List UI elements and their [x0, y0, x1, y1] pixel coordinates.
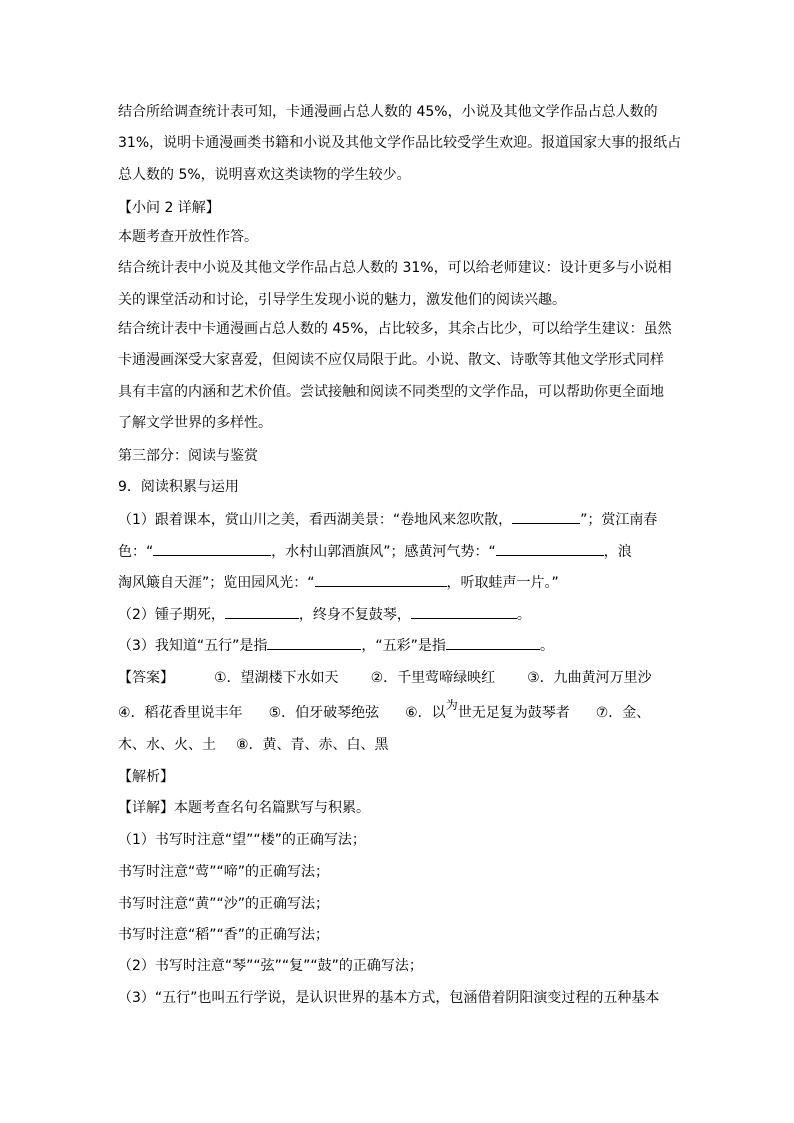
paragraph-line: 书写时注意“稻”“香”的正确写法；	[118, 927, 330, 943]
answer-blank	[153, 542, 271, 556]
question-line	[118, 542, 632, 560]
answer-item: ④．稻花香里说丰年	[118, 705, 243, 721]
paragraph-line: （3）“五行”也叫五行学说，是认识世界的基本方式，包涵借着阴阳演变过程的五种基本	[118, 990, 660, 1006]
answer-item: ⑦．金、	[595, 705, 651, 721]
paragraph-line: 【详解】本题考查名句名篇默写与积累。	[118, 800, 370, 816]
paragraph-line: 结合统计表中小说及其他文学作品占总人数的 31%，可以给老师建议：设计更多与小说相	[118, 260, 672, 276]
superscript-char: 为	[445, 698, 458, 712]
text: 。	[539, 638, 554, 654]
part-heading: 第三部分：阅读与鉴赏	[118, 448, 258, 464]
answer-blank	[512, 510, 580, 524]
answer-item: ③．九曲黄河万里沙	[527, 670, 652, 686]
text: ，听取蛙声一片。”	[446, 575, 559, 591]
text: ”；赏江南春	[580, 512, 658, 528]
paragraph-line: 结合所给调查统计表可知，卡通漫画占总人数的 45%，小说及其他文学作品占总人数的	[118, 104, 658, 120]
answer-blank	[267, 636, 361, 650]
paragraph-line: 关的课堂活动和讨论，引导学生发现小说的魅力，激发他们的阅读兴趣。	[118, 292, 566, 308]
question-line	[118, 636, 554, 654]
answer-blank	[315, 573, 447, 587]
text: ，水村山郭酒旗风”；感黄河气势：“	[271, 544, 496, 560]
paragraph-line: 具有丰富的内涵和艺术价值。尝试接触和阅读不同类型的文学作品，可以帮助你更全面地	[118, 384, 664, 400]
answer-item: ⑥．以	[405, 705, 446, 721]
paragraph-line: （2）书写时注意“琴”“弦”“复”“鼓”的正确写法；	[118, 958, 423, 974]
answer-label: 【答案】	[118, 670, 174, 686]
answer-item: ①．望湖楼下水如天	[214, 670, 339, 686]
text: 色：“	[118, 544, 154, 560]
answer-line	[118, 698, 651, 722]
section-heading: 【解析】	[118, 769, 174, 785]
text: ，“五彩”是指	[361, 638, 446, 654]
paragraph-line: 本题考查开放性作答。	[118, 229, 258, 245]
paragraph-line: 31%，说明卡通漫画类书籍和小说及其他文学作品比较受学生欢迎。报道国家大事的报纸占	[118, 135, 682, 151]
section-heading: 【小问 2 详解】	[118, 200, 220, 216]
paragraph-line: 总人数的 5%，说明喜欢这类读物的学生较少。	[118, 167, 411, 183]
text: ，终身不复鼓琴，	[298, 607, 411, 623]
paragraph-line: 书写时注意“黄”“沙”的正确写法；	[118, 896, 330, 912]
text: 。	[516, 607, 531, 623]
paragraph-line: 结合统计表中卡通漫画占总人数的 45%，占比较多，其余占比少，可以给学生建议：虽然	[118, 321, 672, 337]
text: ，浪	[603, 544, 632, 560]
answer-line	[118, 736, 389, 754]
text: （2）锺子期死，	[118, 607, 225, 623]
paragraph-line: （1）书写时注意“望”“楼”的正确写法；	[118, 832, 366, 848]
question-line	[118, 605, 531, 623]
text: （1）跟着课本，赏山川之美，看西湖美景：“卷地风来忽吹散，	[118, 512, 513, 528]
answer-item: ⑧．黄、青、赤、白、黑	[236, 737, 389, 753]
answer-blank	[411, 605, 517, 619]
answer-blank	[496, 542, 604, 556]
answer-item: 木、水、火、土	[118, 737, 216, 753]
question-title: 9．阅读积累与运用	[118, 479, 239, 495]
question-line	[118, 510, 657, 528]
answer-item: 世无足复为鼓琴者	[457, 705, 570, 721]
question-line	[118, 573, 559, 591]
answer-item: ②．千里莺啼绿映红	[370, 670, 496, 686]
answer-line	[118, 669, 652, 687]
answer-item: ⑤．伯牙破琴绝弦	[268, 705, 380, 721]
text: （3）我知道“五行”是指	[118, 638, 268, 654]
paragraph-line: 了解文学世界的多样性。	[118, 415, 272, 431]
paragraph-line: 卡通漫画深受大家喜爱，但阅读不应仅局限于此。小说、散文、诗歌等其他文学形式同样	[118, 352, 664, 368]
answer-blank	[225, 605, 299, 619]
paragraph-line: 书写时注意“莺”“啼”的正确写法；	[118, 864, 330, 880]
text: 淘风簸自天涯”；览田园风光：“	[118, 575, 315, 591]
answer-blank	[446, 636, 540, 650]
